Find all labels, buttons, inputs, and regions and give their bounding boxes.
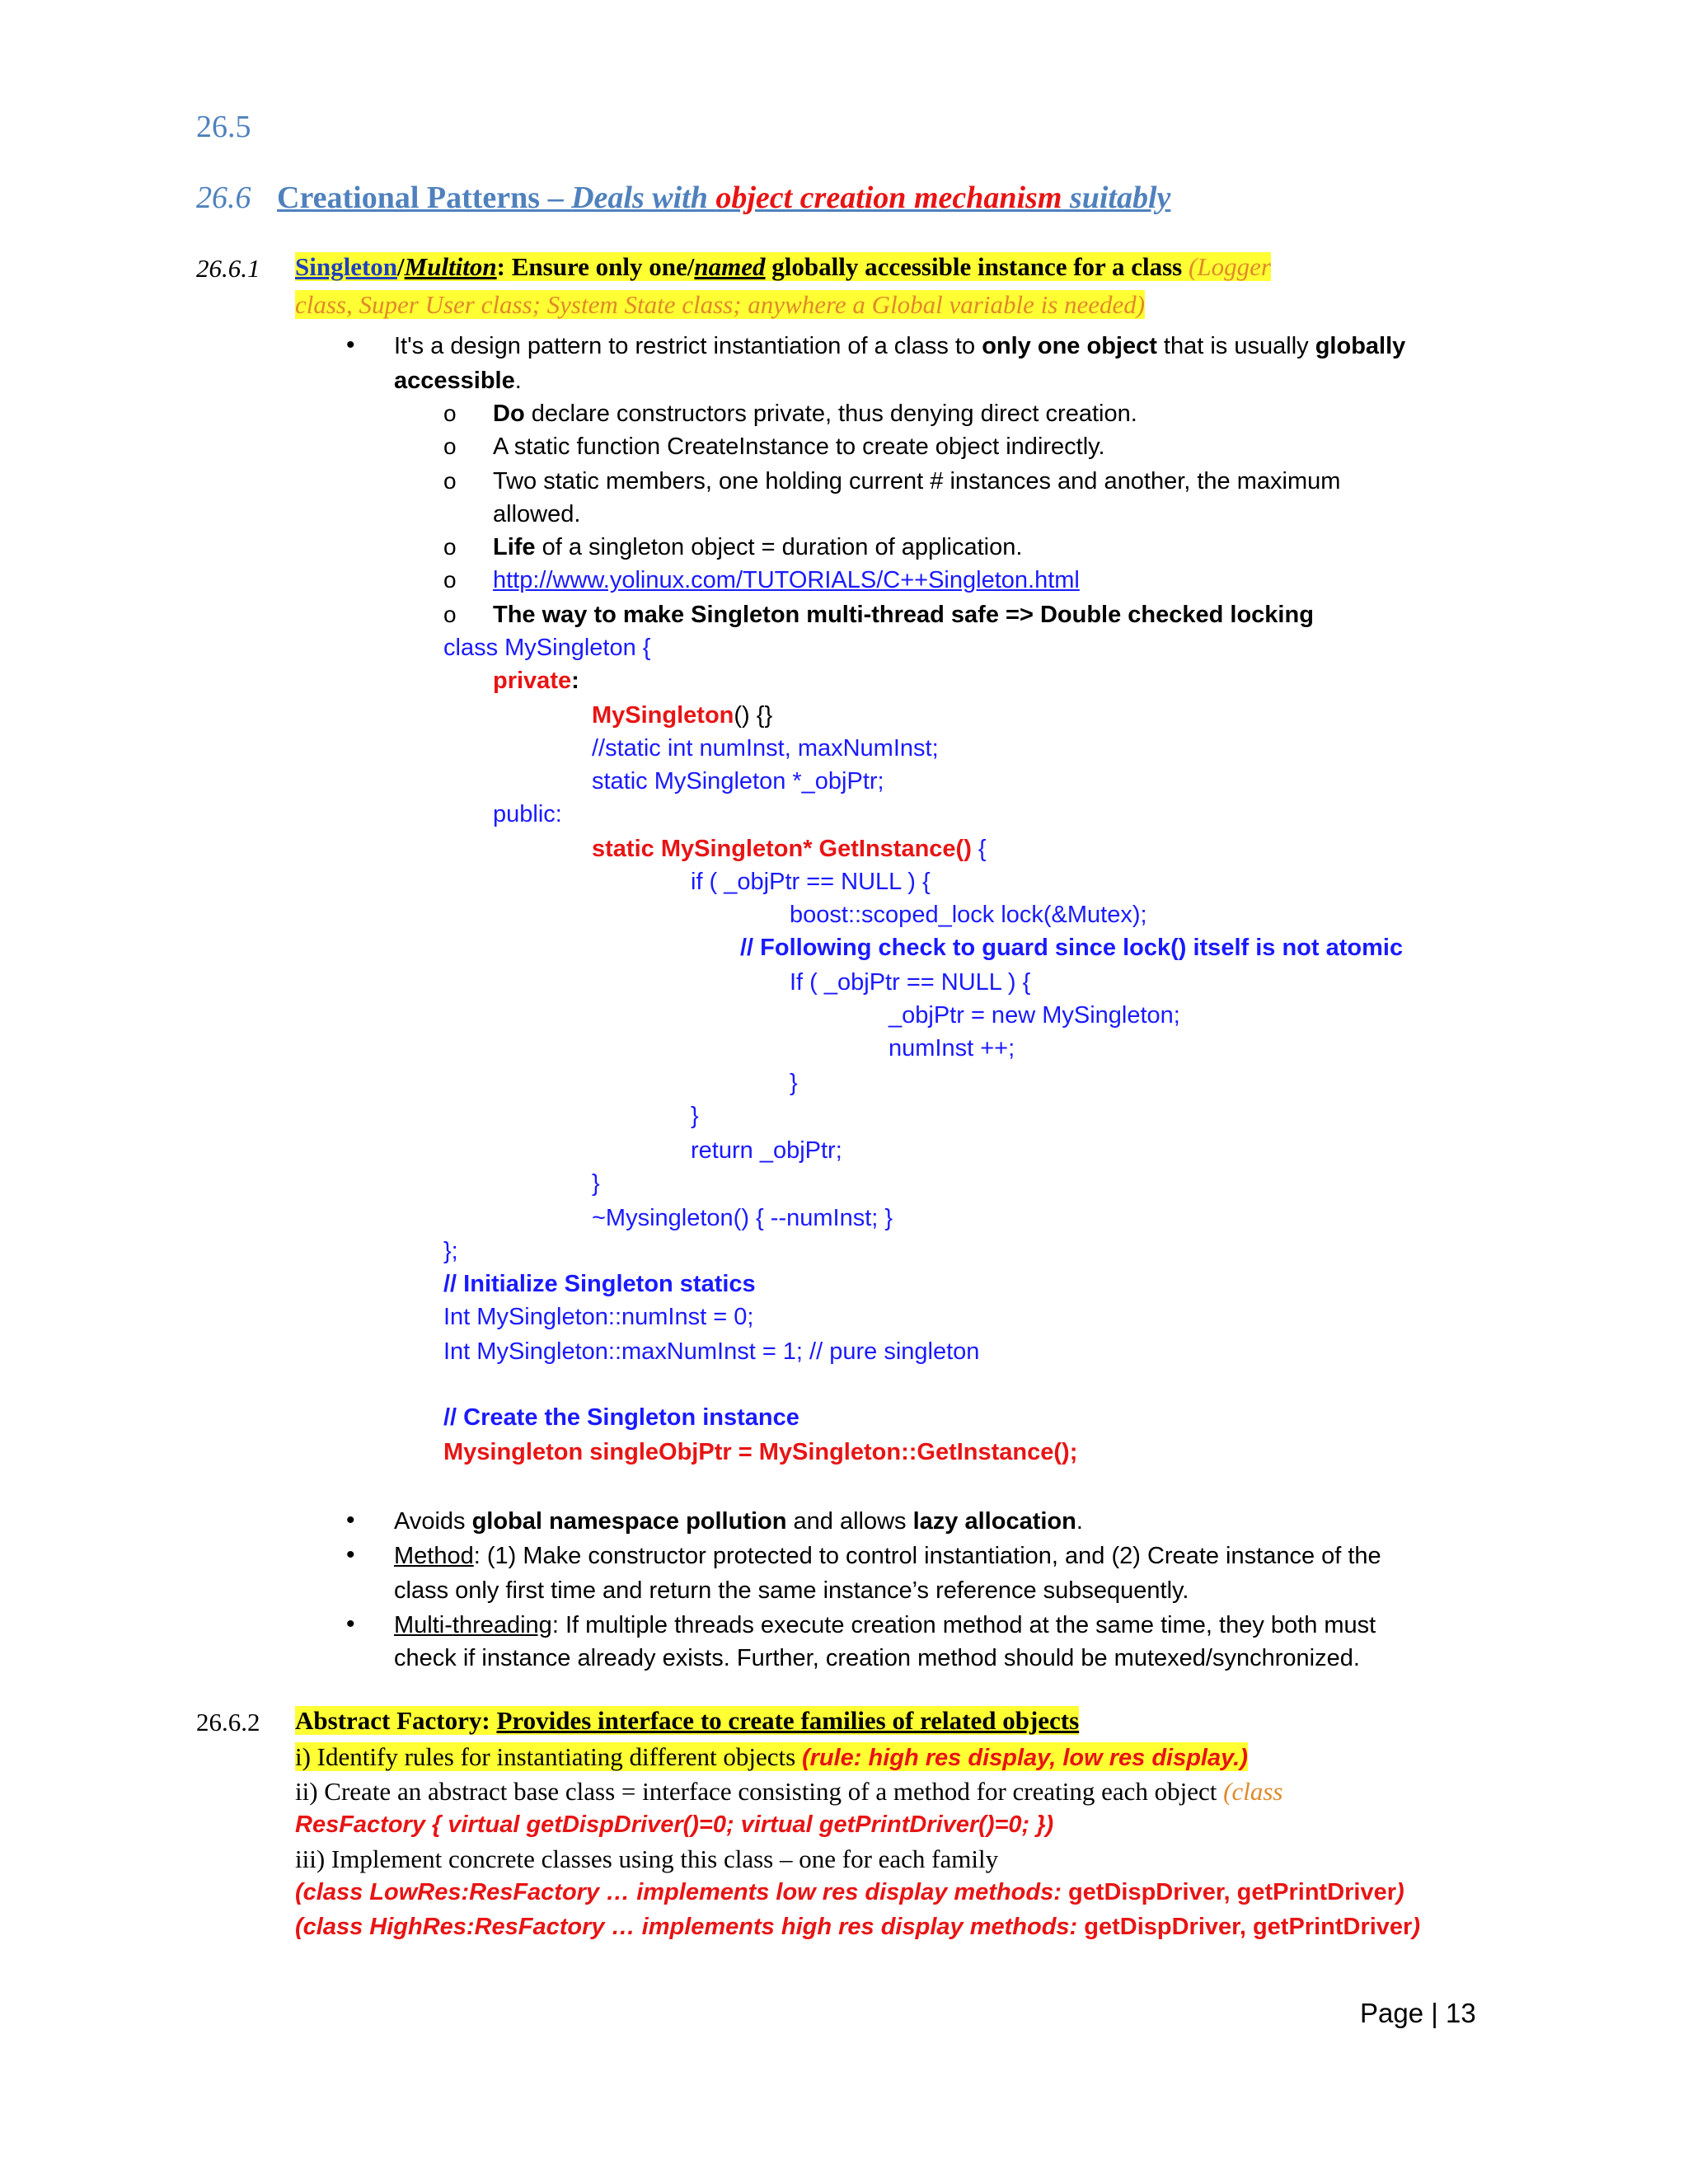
step-i: i) Identify rules for instantiating different objects (rule: high res display, low res display.) xyxy=(295,1742,1248,1771)
code-line: ~Mysingleton() { --numInst; } xyxy=(592,1205,893,1231)
sub-bullet: o xyxy=(443,468,457,494)
bullet3-line1: Method: (1) Make constructor protected to control instantiation, and (2) Create instance of the xyxy=(394,1543,1381,1569)
sub-bullet: o xyxy=(443,602,457,627)
bullet1-line1: It's a design pattern to restrict instantiation of a class to only one object that is usually globally xyxy=(394,333,1406,359)
sub-item-thread-safe: The way to make Singleton multi-thread safe => Double checked locking xyxy=(493,602,1314,628)
code-line: Mysingleton singleObjPtr = MySingleton::GetInstance(); xyxy=(443,1439,1078,1465)
code-line: MySingleton() {} xyxy=(592,702,773,729)
bullet2: Avoids global namespace pollution and allows lazy allocation. xyxy=(394,1508,1083,1535)
sub-item-do: Do declare constructors private, thus denying direct creation. xyxy=(493,401,1137,427)
bullet1-line2: accessible. xyxy=(394,368,522,394)
yolinux-link[interactable]: http://www.yolinux.com/TUTORIALS/C++Singleton.html xyxy=(493,567,1080,593)
bullet-dot: • xyxy=(346,1541,355,1568)
section-26-6-1-number: 26.6.1 xyxy=(196,254,260,283)
code-line: class MySingleton { xyxy=(443,635,651,661)
step-iii: iii) Implement concrete classes using this class – one for each family xyxy=(295,1844,999,1873)
bullet-dot: • xyxy=(346,1610,355,1638)
step-ii: ii) Create an abstract base class = interface consisting of a method for creating each object (class xyxy=(295,1777,1283,1806)
step-ii-code: ResFactory { virtual getDispDriver()=0; virtual getPrintDriver()=0; }) xyxy=(295,1811,1054,1838)
code-line: If ( _objPtr == NULL ) { xyxy=(790,969,1031,996)
sub-item-static-members-cont: allowed. xyxy=(493,501,581,527)
code-line: // Create the Singleton instance xyxy=(443,1404,799,1431)
section-26-6-1-note: class, Super User class; System State class; anywhere a Global variable is needed) xyxy=(295,290,1146,319)
sub-item-static-members: Two static members, one holding current # instances and another, the maximum xyxy=(493,468,1341,494)
bullet4-line2: check if instance already exists. Further, creation method should be mutexed/synchronized. xyxy=(394,1645,1360,1671)
code-line: return _objPtr; xyxy=(691,1137,842,1164)
code-line: _objPtr = new MySingleton; xyxy=(889,1002,1180,1029)
bullet-dot: • xyxy=(346,1507,355,1534)
section-26-6-1-title: Singleton/Multiton: Ensure only one/named globally accessible instance for a class (Logger xyxy=(295,252,1271,281)
code-line: boost::scoped_lock lock(&Mutex); xyxy=(790,902,1147,928)
sub-bullet: o xyxy=(443,401,457,426)
code-line: Int MySingleton::numInst = 0; xyxy=(443,1304,754,1330)
section-26-6-2-number: 26.6.2 xyxy=(196,1708,260,1736)
code-line: private: xyxy=(493,668,579,694)
code-line: numInst ++; xyxy=(889,1035,1015,1062)
bullet-dot: • xyxy=(346,331,355,359)
code-line: } xyxy=(691,1103,699,1129)
code-line: } xyxy=(790,1070,798,1096)
code-line: if ( _objPtr == NULL ) { xyxy=(691,869,931,895)
heading-26-6-title: Creational Patterns – Deals with object creation mechanism suitably xyxy=(277,180,1171,215)
heading-26-6 xyxy=(196,180,1170,216)
highres-line: (class HighRes:ResFactory … implements high res display methods: getDispDriver, getPrintDriver) xyxy=(295,1914,1421,1940)
code-line: }; xyxy=(443,1238,458,1264)
heading-26-6-number: 26.6 xyxy=(196,180,251,215)
lowres-line: (class LowRes:ResFactory … implements low res display methods: getDispDriver, getPrintDriver) xyxy=(295,1879,1404,1905)
bullet3-line2: class only first time and return the same instance’s reference subsequently. xyxy=(394,1577,1189,1604)
code-line: // Initialize Singleton statics xyxy=(443,1271,756,1297)
section-26-6-2-title: Abstract Factory: Provides interface to create families of related objects xyxy=(295,1706,1080,1735)
code-line: public: xyxy=(493,801,562,827)
code-line: } xyxy=(592,1170,600,1197)
heading-26-5: 26.5 xyxy=(196,110,251,144)
sub-bullet: o xyxy=(443,534,457,560)
sub-item-life: Life of a singleton object = duration of application. xyxy=(493,534,1023,560)
code-line: Int MySingleton::maxNumInst = 1; // pure singleton xyxy=(443,1338,980,1365)
singleton-link[interactable]: Singleton xyxy=(295,252,398,281)
sub-bullet: o xyxy=(443,567,457,593)
page-number: Page | 13 xyxy=(1360,1998,1476,2028)
code-line: // Following check to guard since lock() itself is not atomic xyxy=(740,935,1404,961)
bullet4-line1: Multi-threading: If multiple threads execute creation method at the same time, they both must xyxy=(394,1612,1376,1638)
code-line: //static int numInst, maxNumInst; xyxy=(592,735,939,762)
sub-item-createinstance: A static function CreateInstance to create object indirectly. xyxy=(493,434,1105,460)
code-line: static MySingleton *_objPtr; xyxy=(592,768,884,794)
code-line: static MySingleton* GetInstance() { xyxy=(592,836,987,862)
sub-bullet: o xyxy=(443,434,457,459)
